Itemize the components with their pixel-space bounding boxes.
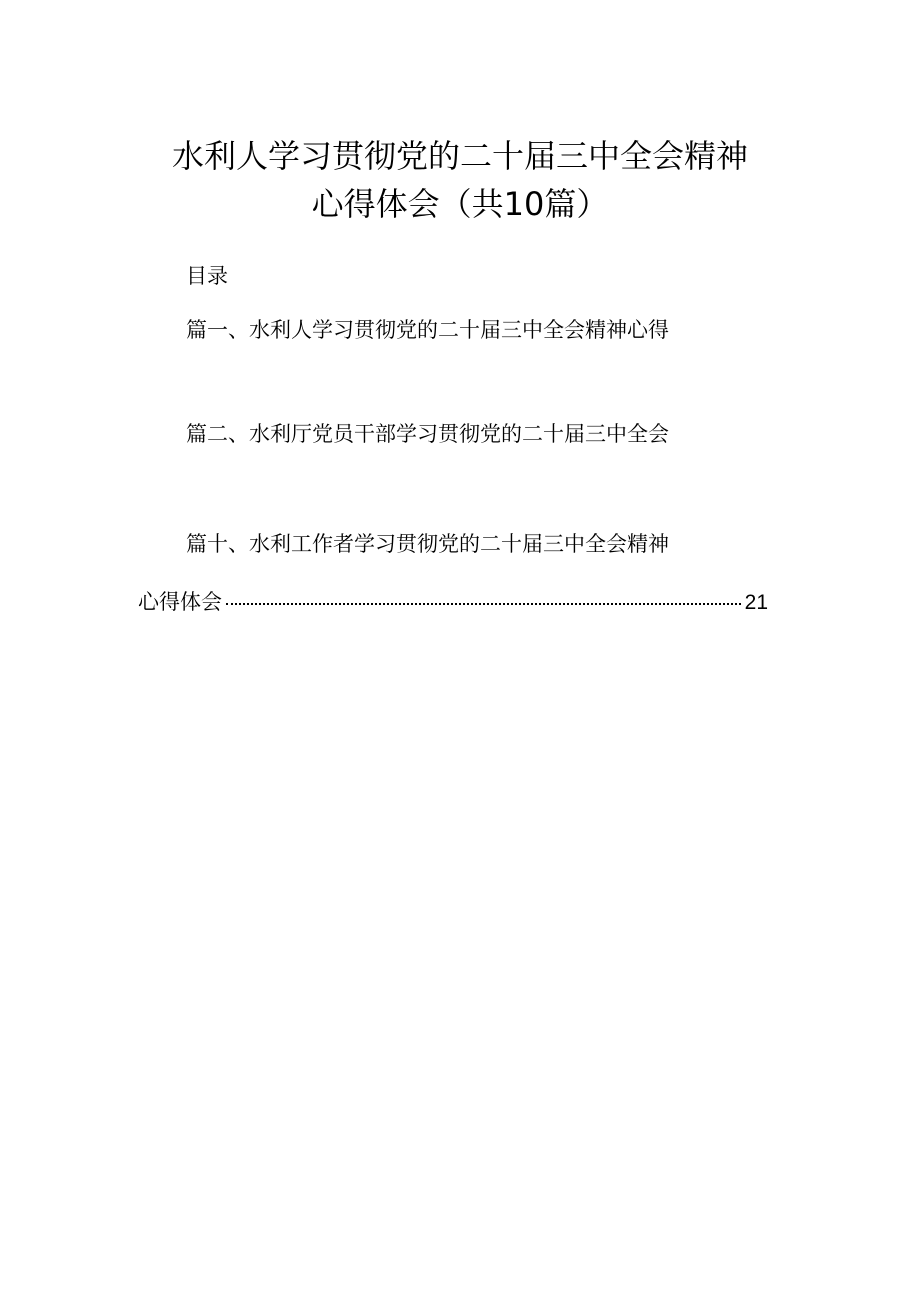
toc-entry-3[interactable]: 篇十、水利工作者学习贯彻党的二十届三中全会精神 [186, 532, 669, 556]
toc-entry-1[interactable]: 篇一、水利人学习贯彻党的二十届三中全会精神心得 [186, 318, 669, 342]
toc-entry-3-continuation[interactable] [138, 588, 768, 617]
toc-entry-2[interactable]: 篇二、水利厅党员干部学习贯彻党的二十届三中全会 [186, 422, 669, 446]
toc-entry-3-continuation-text: 心得体会 [138, 590, 222, 614]
toc-entry-3-page-number: 21 [744, 591, 768, 614]
document-title-line-2: 心得体会（共10篇） [311, 185, 609, 223]
toc-heading: 目录 [186, 264, 228, 288]
document-title-line-1: 水利人学习贯彻党的二十届三中全会精神 [171, 137, 748, 175]
toc-leader-dots [226, 603, 741, 605]
